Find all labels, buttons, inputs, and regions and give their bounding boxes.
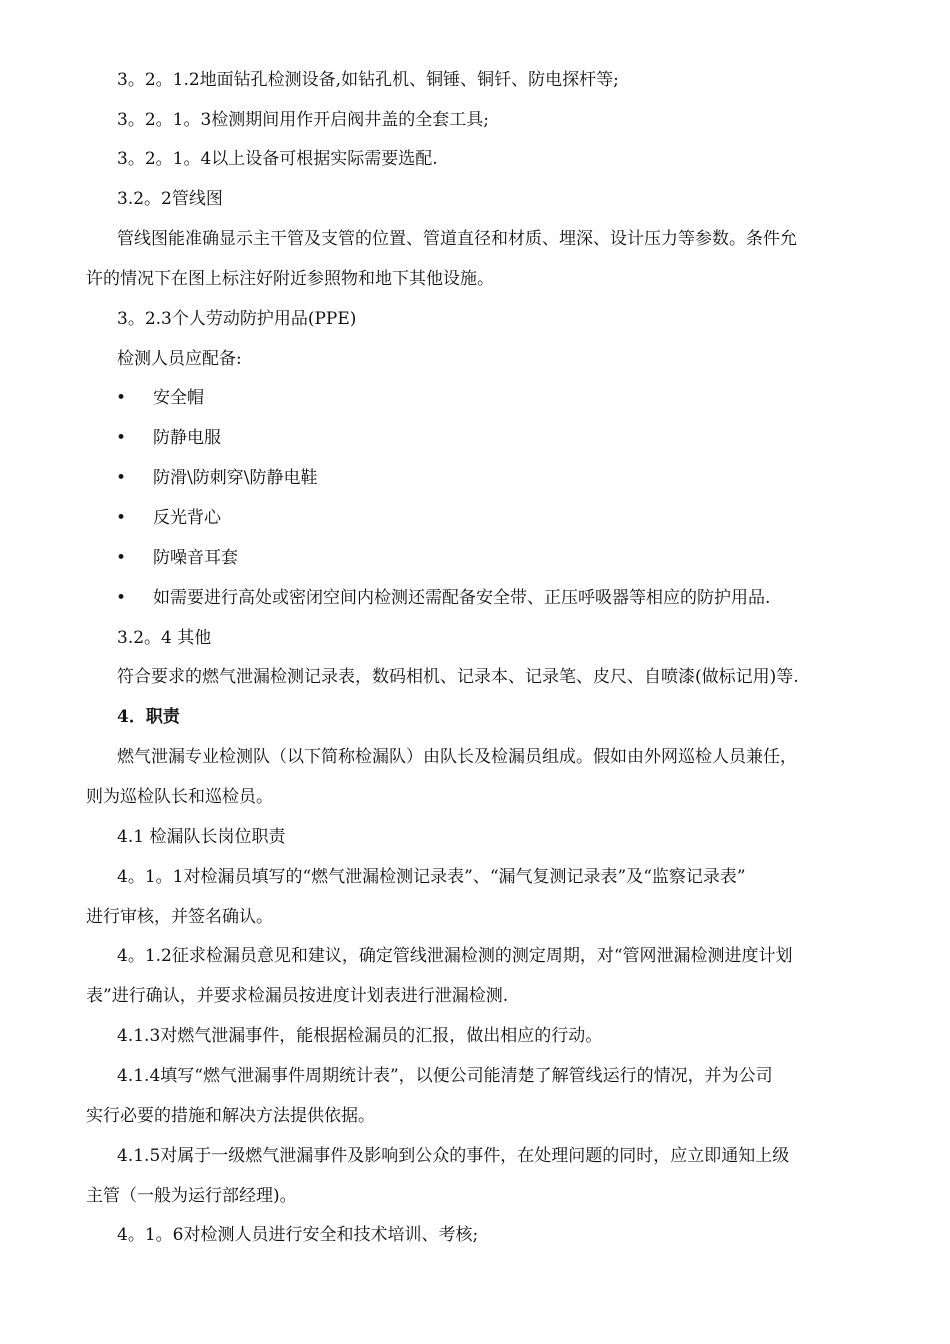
paragraph-4-1-4-line2: 实行必要的措施和解决方法提供依据。 <box>86 1106 375 1126</box>
heading-4-1: 4.1 检漏队长岗位职责 <box>117 827 286 847</box>
bullet-dot: • <box>116 388 127 408</box>
paragraph-4-1-5-line2: 主管（一般为运行部经理)。 <box>86 1186 297 1206</box>
heading-3-2-3: 3。2.3个人劳动防护用品(PPE) <box>117 309 357 329</box>
bullet-dot: • <box>116 588 127 608</box>
bullet-dot: • <box>116 548 127 568</box>
bullet-dot: • <box>116 428 127 448</box>
paragraph-pipeline-map-line1: 管线图能准确显示主干管及支管的位置、管道直径和材质、埋深、设计压力等参数。条件允 <box>117 229 797 249</box>
bullet-item: 防滑\防刺穿\防静电鞋 <box>153 468 318 488</box>
paragraph-other-items: 符合要求的燃气泄漏检测记录表，数码相机、记录本、记录笔、皮尺、自喷漆(做标记用)等. <box>117 667 799 687</box>
bullet-item: 如需要进行高处或密闭空间内检测还需配备安全带、正压呼吸器等相应的防护用品. <box>153 588 771 608</box>
bullet-item: 防静电服 <box>153 428 221 448</box>
paragraph-3-2-1-3: 3。2。1。3检测期间用作开启阀井盖的全套工具; <box>117 110 489 130</box>
heading-3-2-4: 3.2。4 其他 <box>117 628 212 648</box>
paragraph-4-1-4-line1: 4.1.4填写“燃气泄漏事件周期统计表”，以便公司能清楚了解管线运行的情况，并为公司 <box>117 1066 773 1086</box>
section-heading-4: 4．职责 <box>117 707 180 727</box>
paragraph-responsibility-line1: 燃气泄漏专业检测队（以下简称检漏队）由队长及检漏员组成。假如由外网巡检人员兼任， <box>117 747 797 767</box>
paragraph-3-2-1-2: 3。2。1.2地面钻孔检测设备,如钻孔机、铜锤、铜钎、防电探杆等; <box>117 70 619 90</box>
paragraph-4-1-1-line2: 进行审核，并签名确认。 <box>86 907 273 927</box>
paragraph-4-1-1-line1: 4。1。1对检漏员填写的“燃气泄漏检测记录表”、“漏气复测记录表”及“监察记录表” <box>117 867 746 887</box>
paragraph-4-1-5-line1: 4.1.5对属于一级燃气泄漏事件及影响到公众的事件，在处理问题的同时，应立即通知上级 <box>117 1146 790 1166</box>
paragraph-ppe-intro: 检测人员应配备: <box>117 349 242 369</box>
paragraph-3-2-1-4: 3。2。1。4以上设备可根据实际需要选配. <box>117 149 438 169</box>
bullet-dot: • <box>116 468 127 488</box>
bullet-item: 防噪音耳套 <box>153 548 238 568</box>
paragraph-4-1-3: 4.1.3对燃气泄漏事件，能根据检漏员的汇报，做出相应的行动。 <box>117 1026 603 1046</box>
paragraph-4-1-2-line2: 表”进行确认，并要求检漏员按进度计划表进行泄漏检测. <box>86 986 509 1006</box>
paragraph-pipeline-map-line2: 许的情况下在图上标注好附近参照物和地下其他设施。 <box>86 269 494 289</box>
bullet-item: 安全帽 <box>153 388 204 408</box>
paragraph-4-1-2-line1: 4。1.2征求检漏员意见和建议，确定管线泄漏检测的测定周期，对“管网泄漏检测进度计划 <box>117 946 793 966</box>
paragraph-4-1-6: 4。1。6对检测人员进行安全和技术培训、考核; <box>117 1225 479 1245</box>
bullet-dot: • <box>116 508 127 528</box>
paragraph-responsibility-line2: 则为巡检队长和巡检员。 <box>86 787 273 807</box>
heading-3-2-2: 3.2。2管线图 <box>117 189 223 209</box>
bullet-item: 反光背心 <box>153 508 221 528</box>
